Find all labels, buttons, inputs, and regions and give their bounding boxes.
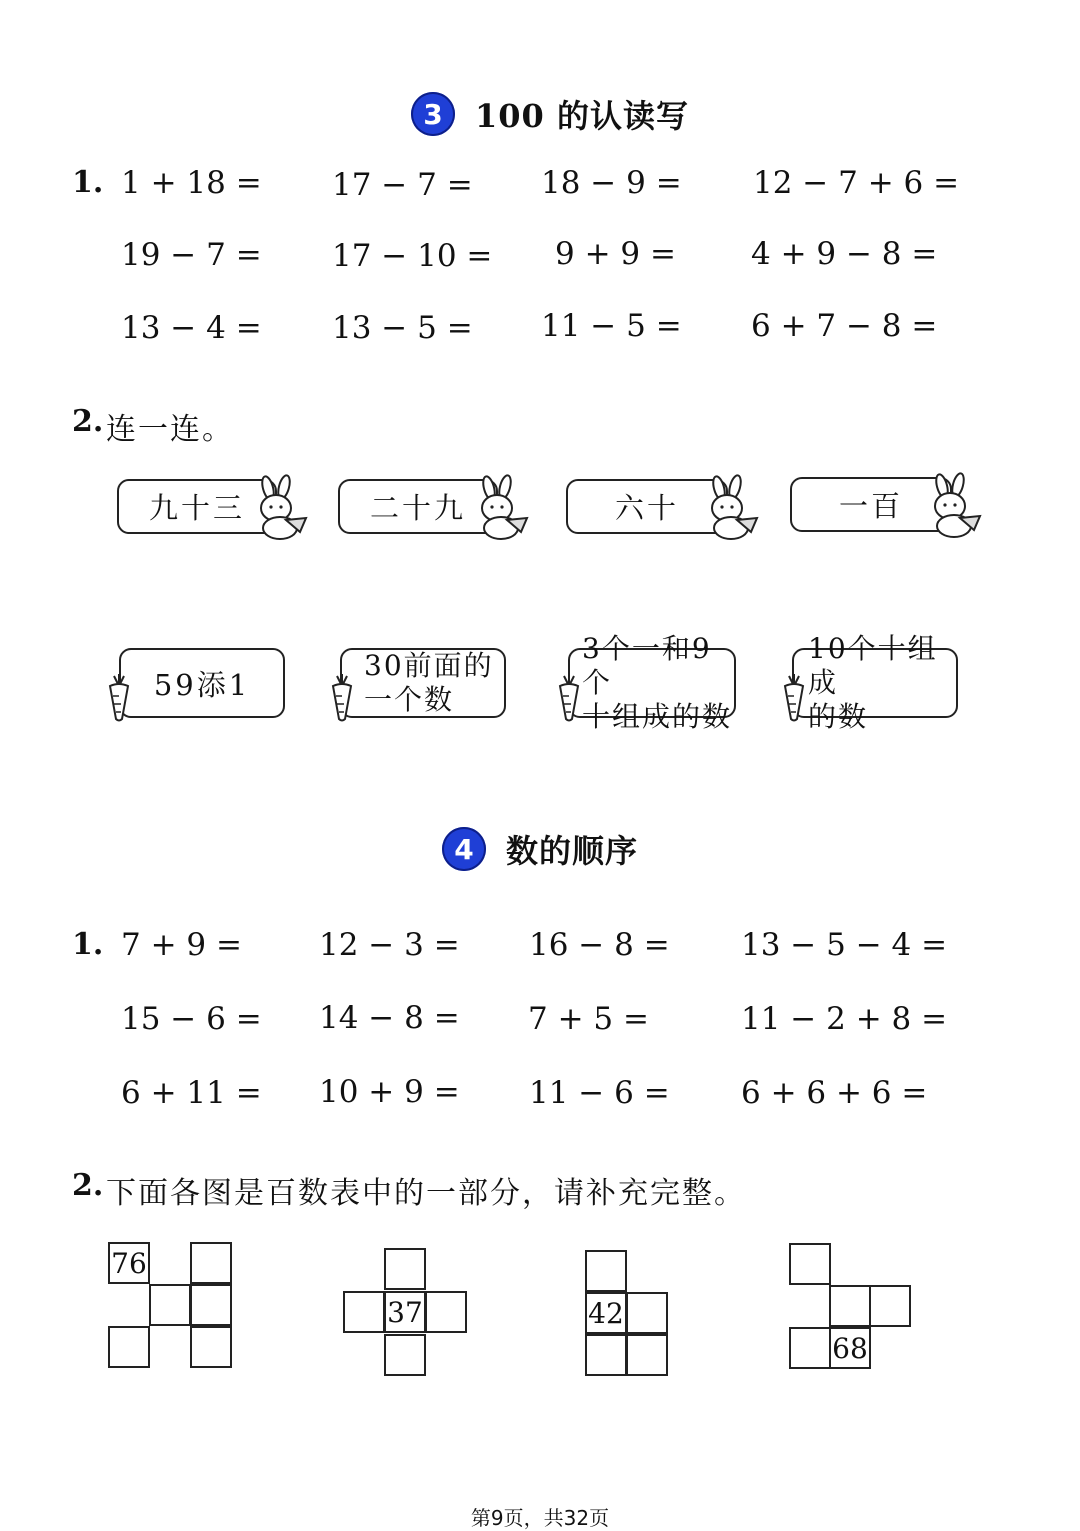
question-number: 1. xyxy=(72,927,104,962)
bunny-icon xyxy=(924,472,986,538)
match-box-line: 3个一和9个 xyxy=(582,632,712,699)
section-3-title xyxy=(411,91,689,137)
grid-cell-blank[interactable] xyxy=(343,1291,385,1333)
equation: 10 + 9 = xyxy=(319,1074,460,1110)
grid-cell-blank[interactable] xyxy=(108,1326,150,1368)
equation: 13 − 5 = xyxy=(332,310,473,346)
grid-cell-blank[interactable] xyxy=(585,1334,627,1376)
equation: 6 + 7 − 8 = xyxy=(751,308,938,344)
equation: 7 + 5 = xyxy=(528,1001,649,1037)
section-number-badge: 4 xyxy=(442,827,486,871)
equation: 1 + 18 = xyxy=(121,165,262,201)
bunny-icon xyxy=(250,474,312,540)
question-text: 连一连。 xyxy=(106,412,234,447)
question-text: 下面各图是百数表中的一部分，请补充完整。 xyxy=(106,1176,746,1211)
carrot-icon xyxy=(779,672,809,722)
grid-cell-blank[interactable] xyxy=(190,1326,232,1368)
match-box-bottom[interactable] xyxy=(568,632,736,733)
grid-cell-blank[interactable] xyxy=(384,1248,426,1290)
equation: 11 − 5 = xyxy=(541,308,682,344)
question-number: 2. xyxy=(72,1168,104,1203)
equation: 15 − 6 = xyxy=(121,1001,262,1037)
grid-cell-given: 76 xyxy=(108,1242,150,1284)
match-box-line: 10个十组成 xyxy=(808,632,938,699)
equation: 11 − 2 + 8 = xyxy=(741,1001,948,1037)
section-title-text: 数的顺序 xyxy=(506,832,639,870)
section-number-badge: 3 xyxy=(411,92,455,136)
equation: 4 + 9 − 8 = xyxy=(751,236,938,272)
equation: 6 + 6 + 6 = xyxy=(741,1075,928,1111)
grid-cell-blank[interactable] xyxy=(789,1243,831,1285)
question-number: 2. xyxy=(72,404,104,439)
match-box-top[interactable]: 二十九 xyxy=(338,479,498,534)
equation: 12 − 3 = xyxy=(319,927,460,963)
carrot-icon xyxy=(554,672,584,722)
match-box-top[interactable]: 九十三 xyxy=(117,479,277,534)
page-footer: 第9页，共32页 xyxy=(470,1506,610,1530)
carrot-icon xyxy=(327,672,357,722)
section-4-title xyxy=(442,826,638,872)
match-box-line: 一个数 xyxy=(364,683,455,716)
bunny-icon xyxy=(701,474,763,540)
match-box-line: 30前面的 xyxy=(364,649,494,682)
grid-cell-blank[interactable] xyxy=(789,1327,831,1369)
grid-cell-blank[interactable] xyxy=(626,1292,668,1334)
equation: 14 − 8 = xyxy=(319,1000,460,1036)
bunny-icon xyxy=(471,474,533,540)
section-title-text: 100 的认读写 xyxy=(475,97,689,135)
grid-cell-blank[interactable] xyxy=(585,1250,627,1292)
match-box-line: 的数 xyxy=(808,700,869,733)
grid-cell-blank[interactable] xyxy=(869,1285,911,1327)
match-box-top[interactable]: 一百 xyxy=(790,477,952,532)
grid-cell-blank[interactable] xyxy=(190,1284,232,1326)
equation: 9 + 9 = xyxy=(555,236,676,272)
equation: 13 − 4 = xyxy=(121,310,262,346)
equation: 12 − 7 + 6 = xyxy=(753,165,960,201)
equation: 7 + 9 = xyxy=(121,927,242,963)
equation: 13 − 5 − 4 = xyxy=(741,927,948,963)
equation: 18 − 9 = xyxy=(541,165,682,201)
carrot-icon xyxy=(104,672,134,722)
grid-cell-given: 42 xyxy=(585,1292,627,1334)
grid-cell-given: 37 xyxy=(384,1291,426,1333)
grid-cell-given: 68 xyxy=(829,1327,871,1369)
match-box-bottom[interactable] xyxy=(340,648,506,718)
equation: 17 − 7 = xyxy=(332,167,473,203)
match-box-bottom[interactable]: 59添1 xyxy=(119,648,285,718)
grid-cell-blank[interactable] xyxy=(149,1284,191,1326)
grid-cell-blank[interactable] xyxy=(384,1334,426,1376)
grid-cell-blank[interactable] xyxy=(626,1334,668,1376)
equation: 6 + 11 = xyxy=(121,1075,262,1111)
match-box-top[interactable]: 六十 xyxy=(566,479,728,534)
equation: 17 − 10 = xyxy=(332,238,493,274)
equation: 11 − 6 = xyxy=(529,1075,670,1111)
equation: 19 − 7 = xyxy=(121,237,262,273)
grid-cell-blank[interactable] xyxy=(829,1285,871,1327)
question-number: 1. xyxy=(72,165,104,200)
equation: 16 − 8 = xyxy=(529,927,670,963)
match-box-line: 十组成的数 xyxy=(582,700,733,733)
match-box-bottom[interactable] xyxy=(792,632,958,733)
grid-cell-blank[interactable] xyxy=(425,1291,467,1333)
grid-cell-blank[interactable] xyxy=(190,1242,232,1284)
